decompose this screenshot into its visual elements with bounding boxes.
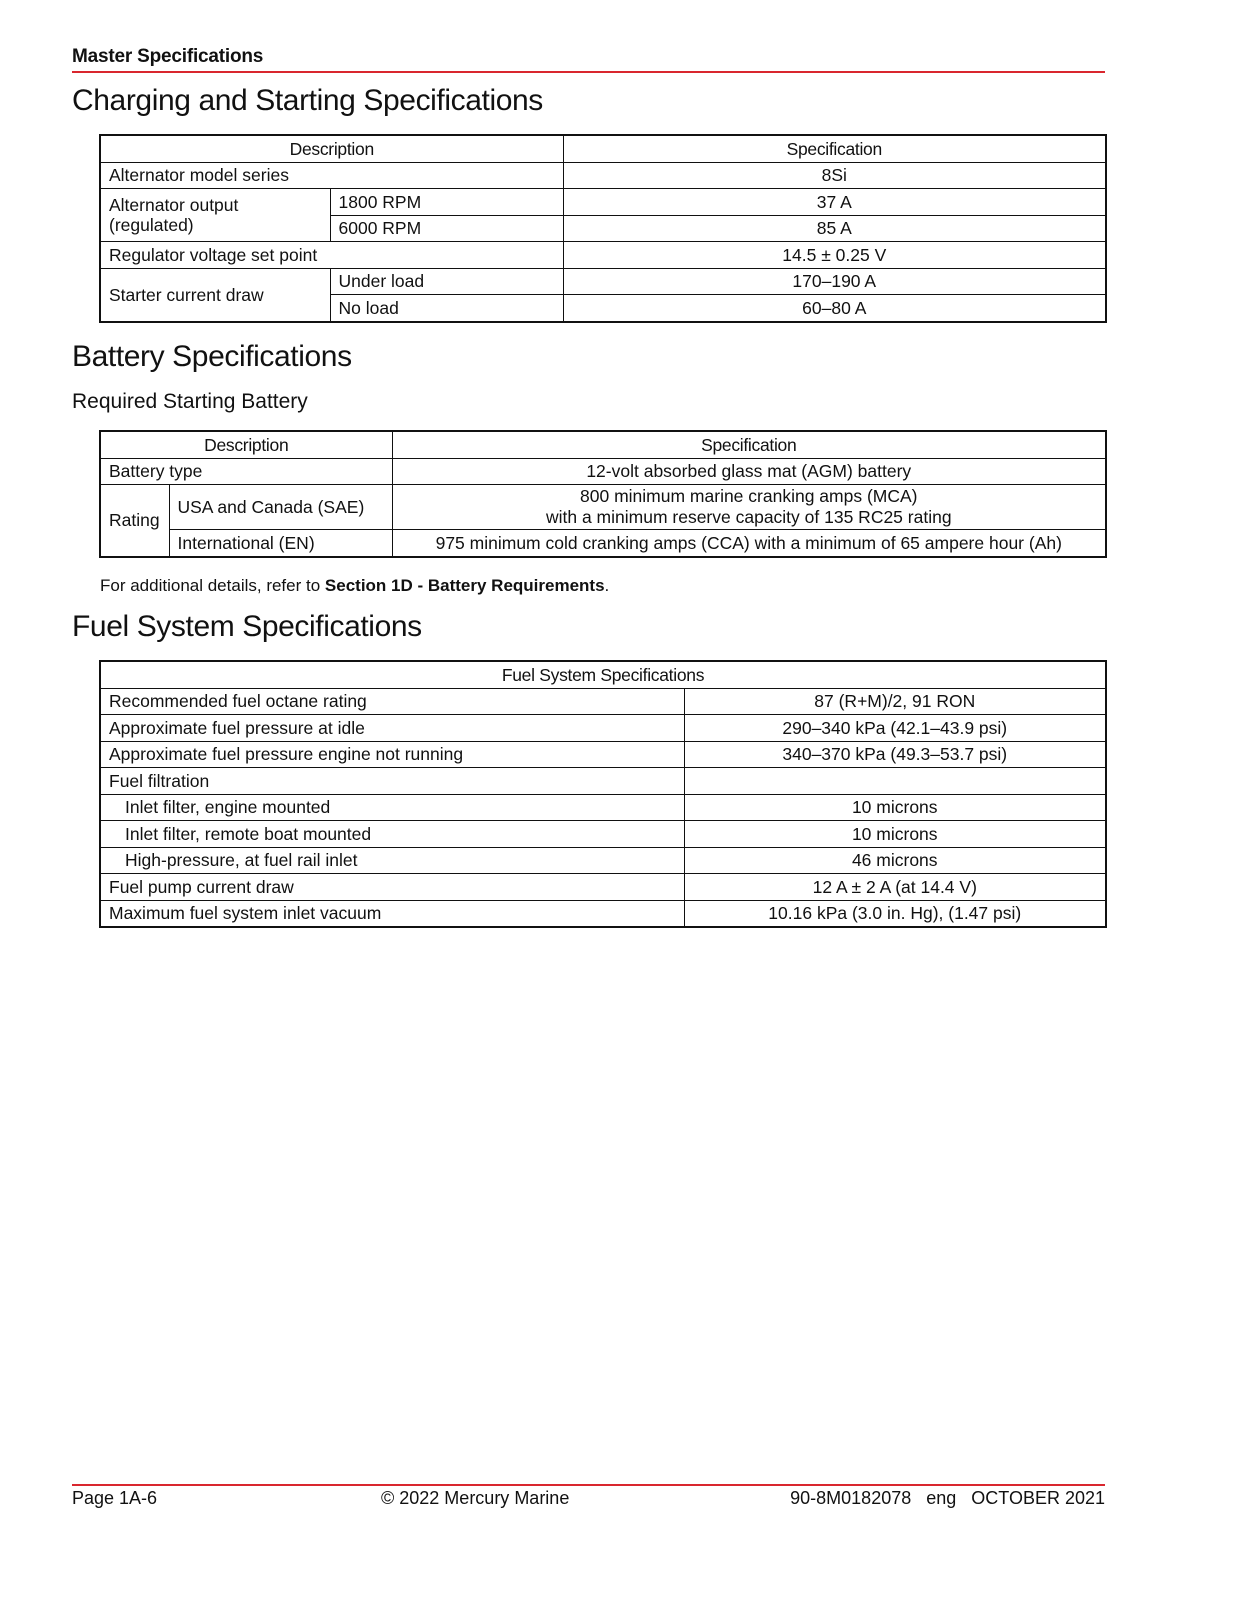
table-row	[100, 741, 1106, 768]
table-row	[100, 874, 1106, 901]
row-label: Recommended fuel octane rating	[100, 688, 684, 715]
row-value: 170–190 A	[563, 268, 1106, 295]
row-value	[392, 485, 1106, 530]
table-row	[100, 768, 1106, 795]
row-value: 10 microns	[684, 794, 1106, 821]
row-label: High-pressure, at fuel rail inlet	[100, 847, 684, 874]
row-sublabel: International (EN)	[169, 530, 392, 557]
row-sublabel: No load	[330, 295, 563, 322]
table-header-description: Description	[100, 135, 563, 162]
table-row	[100, 485, 1106, 530]
row-value: 975 minimum cold cranking amps (CCA) with a minimum of 65 ampere hour (Ah)	[392, 530, 1106, 557]
row-value: 290–340 kPa (42.1–43.9 psi)	[684, 715, 1106, 742]
footer-document-id: 90-8M0182078 eng OCTOBER 2021	[790, 1488, 1105, 1508]
subsection-title-battery: Required Starting Battery	[72, 390, 308, 413]
value-line: 800 minimum marine cranking amps (MCA)	[580, 486, 918, 506]
table-row	[100, 821, 1106, 848]
charging-spec-table	[99, 134, 1107, 323]
table-row	[100, 530, 1106, 557]
header-rule	[72, 71, 1105, 73]
value-line: with a minimum reserve capacity of 135 RC25 rating	[545, 507, 952, 527]
row-label: Regulator voltage set point	[100, 242, 563, 269]
table-header-specification: Specification	[392, 431, 1106, 458]
section-title-charging: Charging and Starting Specifications	[72, 84, 543, 117]
table-row	[100, 268, 1106, 295]
table-row	[100, 794, 1106, 821]
row-value: 8Si	[563, 162, 1106, 189]
table-header-fuel: Fuel System Specifications	[100, 661, 1106, 688]
battery-note	[100, 576, 609, 596]
row-sublabel: 6000 RPM	[330, 215, 563, 242]
table-row	[100, 189, 1106, 216]
note-text: For additional details, refer to	[100, 576, 325, 595]
row-sublabel: 1800 RPM	[330, 189, 563, 216]
row-label: Maximum fuel system inlet vacuum	[100, 900, 684, 927]
footer-page-number: Page 1A-6	[72, 1488, 158, 1508]
row-value	[684, 768, 1106, 795]
table-row	[100, 242, 1106, 269]
row-sublabel: Under load	[330, 268, 563, 295]
row-label: Fuel pump current draw	[100, 874, 684, 901]
row-label: Approximate fuel pressure at idle	[100, 715, 684, 742]
row-label: Starter current draw	[100, 268, 330, 322]
running-header: Master Specifications	[72, 46, 264, 67]
row-label: Inlet filter, remote boat mounted	[100, 821, 684, 848]
table-row	[100, 715, 1106, 742]
row-value: 37 A	[563, 189, 1106, 216]
row-label: Rating	[100, 485, 169, 557]
footer-copyright: © 2022 Mercury Marine	[381, 1488, 570, 1508]
section-reference: Section 1D - Battery Requirements	[324, 576, 605, 595]
row-sublabel: USA and Canada (SAE)	[169, 485, 392, 530]
row-value: 14.5 ± 0.25 V	[563, 242, 1106, 269]
section-title-fuel: Fuel System Specifications	[72, 610, 422, 643]
fuel-spec-table	[99, 660, 1107, 928]
row-value: 10.16 kPa (3.0 in. Hg), (1.47 psi)	[684, 900, 1106, 927]
row-label: Alternator model series	[100, 162, 563, 189]
row-value: 340–370 kPa (49.3–53.7 psi)	[684, 741, 1106, 768]
table-row	[100, 688, 1106, 715]
table-header-specification: Specification	[563, 135, 1106, 162]
battery-spec-table	[99, 430, 1107, 558]
row-label: Inlet filter, engine mounted	[100, 794, 684, 821]
row-value: 60–80 A	[563, 295, 1106, 322]
section-title-battery: Battery Specifications	[72, 340, 352, 373]
table-row	[100, 162, 1106, 189]
row-label: Approximate fuel pressure engine not running	[100, 741, 684, 768]
table-row	[100, 458, 1106, 485]
row-value: 12-volt absorbed glass mat (AGM) battery	[392, 458, 1106, 485]
footer-rule	[72, 1484, 1105, 1486]
row-value: 46 microns	[684, 847, 1106, 874]
note-text: .	[604, 576, 610, 595]
row-value: 87 (R+M)/2, 91 RON	[684, 688, 1106, 715]
table-header-description: Description	[100, 431, 392, 458]
row-value: 85 A	[563, 215, 1106, 242]
table-row	[100, 847, 1106, 874]
row-value: 12 A ± 2 A (at 14.4 V)	[684, 874, 1106, 901]
row-label: Fuel filtration	[100, 768, 684, 795]
table-row	[100, 900, 1106, 927]
row-value: 10 microns	[684, 821, 1106, 848]
row-label: Alternator output (regulated)	[100, 189, 330, 242]
row-label: Battery type	[100, 458, 392, 485]
